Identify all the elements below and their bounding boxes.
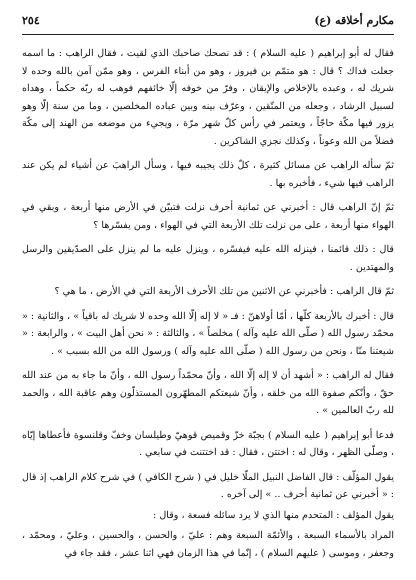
paragraph: المراد بالأسماء السبعة ، والأئمّة السبعة وهم : عليّ ، والحسن ، والحسين ، وعليّ ، ومحمّد ، وجعفر ، وموسى ( عليهم السلام ) ، إنّما في هذا الزمان فهي اثنا عشر ، فقد جاء في — [22, 530, 394, 559]
paragraph: ثمّ سأله الراهب عن مسائل كثيرة ، كلّ ذلك يجيبه فيها ، وسأل الراهبَ عن أشياء لم يكن عند الراهب فيها شيء ، فأخبره بها . — [22, 160, 394, 189]
header-rule — [22, 34, 394, 35]
paragraph: ثمّ قال الراهب : فأخبرني عن الاثنين من تلك الأحرف الأربعة التي في الأرض ، ما هي ؟ — [54, 286, 394, 297]
page-body — [22, 45, 394, 562]
running-title: مكارم أخلاقه (ع) — [314, 14, 394, 27]
paragraph: فقال له أبو إبراهيم ( عليه السلام ) : قد نصحك صاحبك الذي لقيت ، فقال الراهب : ما اسمه جعلت فداك ؟ قال : هو متمّم بن فيروز ، وهو من أبناء الفرس ، وهو ممّن آمن بالله وحده لا شريك له ، وعبده بالإخلاص والإيقان ، وفرّ من خوفه إلّا خائفهم فوهب له ربّه حكماً ، وهداه لسبيل الرشاد ، وجعله من المتّقين ، وعرّف بينه وبين عباده المخلصين ، وما من سنة إلّا وهو يزور فيها مكّة حاجّاً ، ويعتمر في رأس كلّ شهر مرّة ، ويجيء من موضعه من الهند إلى مكّة فضلاً من الله وعوناً ، وكذلك نجزي الشاكرين . — [22, 48, 394, 147]
paragraph-line: يقول المؤلف : المتحدم منها الذي لا يرد سائله فسعة ، وقال : — [153, 509, 394, 521]
page-header — [22, 14, 394, 32]
paragraph: ثمّ إنّ الراهب قال : أخبرني عن ثمانية أحرف نزلت فتبيّن في الأرض منها أربعة ، وبقي في الهواء منها أربعة ، على من نزلت تلك الأربعة التي في الهواء ، ومن يفسّرها ؟ — [22, 202, 394, 231]
page-number: ٢٥٤ — [22, 14, 40, 27]
paragraph: يقول المؤلّف : قال الفاضل النبيل الملّا خليل في ( شرح الكافي ) في شرح كلام الراهب إذ قال : « أخبرني عن ثمانية أحرف .. » إلى آخره . — [22, 471, 394, 500]
paragraph: قال : ذلك قائمنا ، فينزله الله عليه فيفسّره ، وينزل عليه ما لم ينزل على الصدّيقين والرسل والمهتدين . — [22, 244, 394, 273]
paragraph: فقال له الراهب : « أشهد أن لا إله إلّا الله ، وأنّ محمّداً رسول الله ، وأنّ ما جاء به من عند الله حقّ ، وأنّكم صفوة الله من خلقه ، وأنّ شيعتكم المطهّرون المستذلّون وهم عاقبة الله ، والحمد لله ربّ العالمين » . — [22, 370, 394, 416]
paragraph: فدعا أبو إبراهيم ( عليه السلام ) بجبّة خزّ وقميص قوهيّ وطيلسان وخفّ وقلنسوة فأعطاها إيّاه ، وصلّى الظهر ، وقال له : اختتن ، فقال : قد اختتنت في سابعي . — [22, 429, 394, 458]
paragraph: قال : أخبرك بالأربعة كلّها ، أمّا أولاهنّ : فـ « لا إله إلّا الله وحده لا شريك له باقياً » ، والثانية : « محمّد رسول الله ( صلّى الله عليه وآله ) مخلصاً » ، والثالثة : « نحن أهل البيت » ، والرابعة : « شيعتنا منّا ، ونحن من رسول الله ( صلّى الله عليه وآله ) ورسول الله من الله بسبب » . — [22, 310, 394, 357]
